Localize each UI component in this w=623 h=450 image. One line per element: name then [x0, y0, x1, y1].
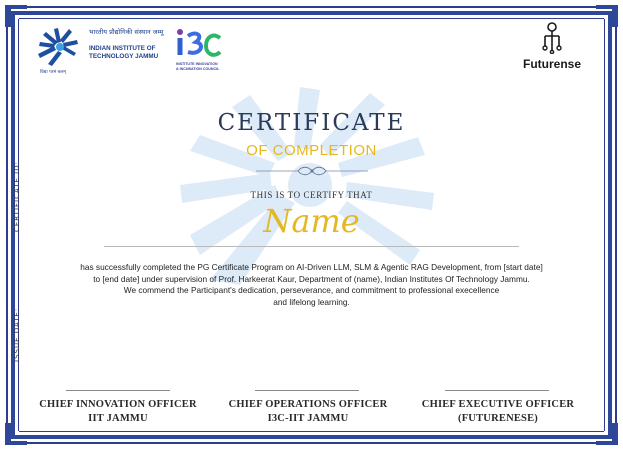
- iit-name-line2: TECHNOLOGY JAMMU: [89, 53, 159, 60]
- body-line: has successfully completed the PG Certificate Program on AI-Driven LLM, SLM & Agentic RAG Development, from [start date]: [80, 262, 543, 272]
- signature-block-executive: [404, 398, 592, 426]
- issue-date-label: ISSUE DATE:: [13, 307, 21, 362]
- certificate-subtitle: OF COMPLETION: [246, 142, 377, 159]
- futurense-logo: [516, 22, 588, 78]
- body-line: to [end date] under supervision of Prof. Harkeerat Kaur, Department of (name), Indian Institutes Of Technology Jammu.: [93, 273, 530, 284]
- signature-line: [255, 390, 359, 391]
- corner-ornament-icon: [3, 3, 29, 29]
- certificate-id-label: CERTIFICATE ID:: [13, 161, 21, 232]
- signature-block-innovation: [24, 398, 212, 426]
- signature-line: [66, 390, 170, 391]
- signature-line: [445, 390, 549, 391]
- signature-role: CHIEF EXECUTIVE OFFICER: [421, 399, 575, 410]
- body-line: and lifelong learning.: [273, 296, 350, 307]
- flourish-divider-icon: [252, 164, 372, 178]
- futurense-person-icon: [540, 22, 564, 54]
- signature-role: CHIEF INNOVATION OFFICER: [39, 399, 197, 410]
- iit-name-line1: INDIAN INSTITUTE OF: [89, 45, 156, 52]
- iit-jammu-logo: [34, 24, 164, 76]
- corner-ornament-icon: [594, 3, 620, 29]
- body-line: We commend the Participant's dedication, perseverance, and commitment to professional execellence: [123, 285, 500, 295]
- recipient-name: Name: [263, 202, 360, 240]
- iit-motto: विद्या परमं बलम्: [40, 70, 66, 75]
- signature-org: IIT JAMMU: [88, 413, 148, 424]
- signature-org: I3C-IIT JAMMU: [267, 413, 349, 424]
- signature-block-operations: [214, 398, 402, 426]
- i3c-logo: [176, 26, 228, 74]
- signature-org: (FUTURENESE): [458, 413, 538, 424]
- futurense-name: Futurense: [522, 57, 581, 71]
- certificate-title: CERTIFICATE: [217, 110, 406, 136]
- certificate-body: [24, 262, 599, 308]
- signature-role: CHIEF OPERATIONS OFFICER: [228, 399, 388, 410]
- iit-hindi-name: भारतीय प्रौद्योगिकी संस्थान जम्मू: [89, 28, 164, 36]
- corner-ornament-icon: [594, 421, 620, 447]
- name-underline: [104, 246, 519, 247]
- i3c-sub-line1: INSTITUTE INNOVATION: [176, 62, 218, 66]
- i3c-sub-line2: & INCUBATION COUNCIL: [176, 67, 220, 71]
- certify-statement: THIS IS TO CERTIFY THAT: [250, 190, 373, 200]
